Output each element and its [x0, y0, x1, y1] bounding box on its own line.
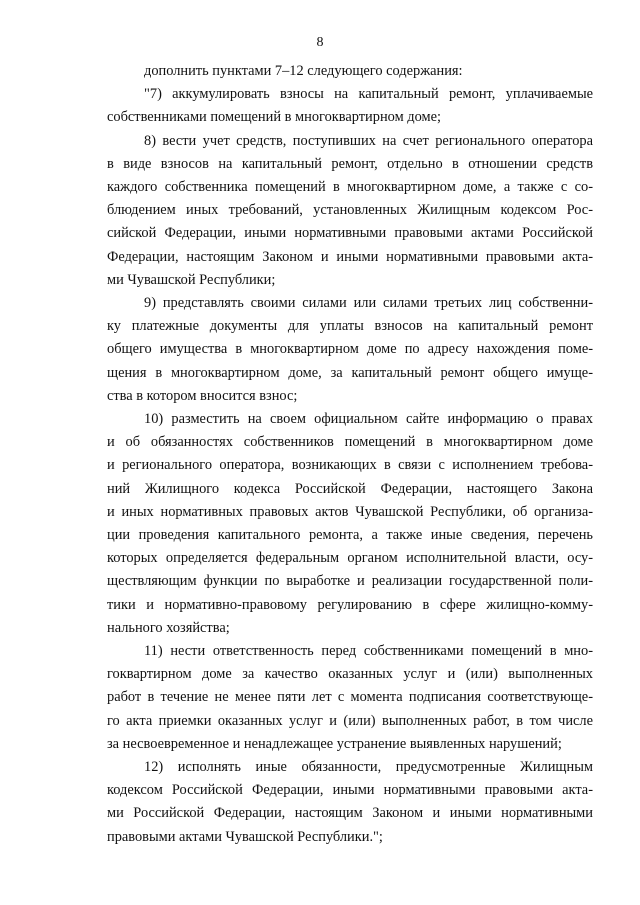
- text-line: тики и нормативно-правовому регулированию в сфере жилищно-комму-: [107, 596, 593, 613]
- text-line: Федерации, настоящим Законом и иными нормативными правовыми акта-: [107, 248, 593, 265]
- text-line: которых определяется федеральным органом исполнительной власти, осу-: [107, 550, 593, 567]
- text-line: ми Чувашской Республики;: [107, 271, 276, 288]
- text-line: каждого собственника помещений в многоквартирном доме, а также с со-: [107, 179, 593, 195]
- text-line: нального хозяйства;: [107, 619, 230, 636]
- text-line: ции проведения капитального ремонта, а также иные сведения, перечень: [107, 527, 593, 543]
- text-line: ства в котором вносится взнос;: [107, 387, 298, 404]
- text-line: гоквартирном доме за качество оказанных услуг и (или) выполненных: [107, 666, 593, 683]
- text-line: общего имущества в многоквартирном доме по адресу нахождения поме-: [107, 341, 593, 358]
- text-line: 9) представлять своими силами или силами третьих лиц собственни-: [144, 295, 593, 311]
- text-line: щения в многоквартирном доме, за капитальный ремонт общего имуще-: [107, 364, 593, 381]
- text-line: ний Жилищного кодекса Российской Федерации, настоящего Закона: [107, 480, 593, 497]
- text-line: дополнить пунктами 7–12 следующего содержания:: [144, 63, 463, 79]
- text-line: ществляющим функции по выработке и реализации государственной поли-: [107, 573, 593, 590]
- text-line: в виде взносов на капитальный ремонт, отдельно в отношении средств: [107, 155, 593, 172]
- text-line: "7) аккумулировать взносы на капитальный ремонт, уплачиваемые: [144, 86, 593, 103]
- text-line: и об обязанностях собственников помещений в многоквартирном доме: [107, 434, 593, 451]
- text-line: и регионального оператора, возникающих в связи с исполнением требова-: [107, 457, 593, 474]
- text-line: работ в течение не менее пяти лет с момента подписания соответствующе-: [107, 689, 593, 706]
- text-line: кодексом Российской Федерации, иными нормативными правовыми акта-: [107, 782, 593, 799]
- text-line: и иных нормативных правовых актов Чувашской Республики, об организа-: [107, 503, 593, 520]
- text-line: 8) вести учет средств, поступивших на счет регионального оператора: [144, 132, 593, 149]
- text-line: 10) разместить на своем официальном сайте информацию о правах: [144, 411, 593, 427]
- text-line: 11) нести ответственность перед собственниками помещений в мно-: [144, 643, 593, 659]
- text-line: за несвоевременное и ненадлежащее устранение выявленных нарушений;: [107, 735, 562, 752]
- text-line: правовыми актами Чувашской Республики.";: [107, 828, 383, 845]
- page-number: 8: [316, 35, 324, 50]
- text-line: сийской Федерации, иными нормативными правовыми актами Российской: [107, 225, 593, 242]
- text-line: собственниками помещений в многоквартирном доме;: [107, 109, 442, 126]
- text-line: 12) исполнять иные обязанности, предусмотренные Жилищным: [144, 759, 593, 775]
- text-line: блюдением иных требований, установленных Жилищным кодексом Рос-: [107, 202, 593, 219]
- text-line: ку платежные документы для уплаты взносов на капитальный ремонт: [107, 318, 593, 335]
- text-line: ми Российской Федерации, настоящим Законом и иными нормативными: [107, 805, 593, 822]
- text-line: го акта приемки оказанных услуг и (или) выполненных работ, в том числе: [107, 712, 593, 729]
